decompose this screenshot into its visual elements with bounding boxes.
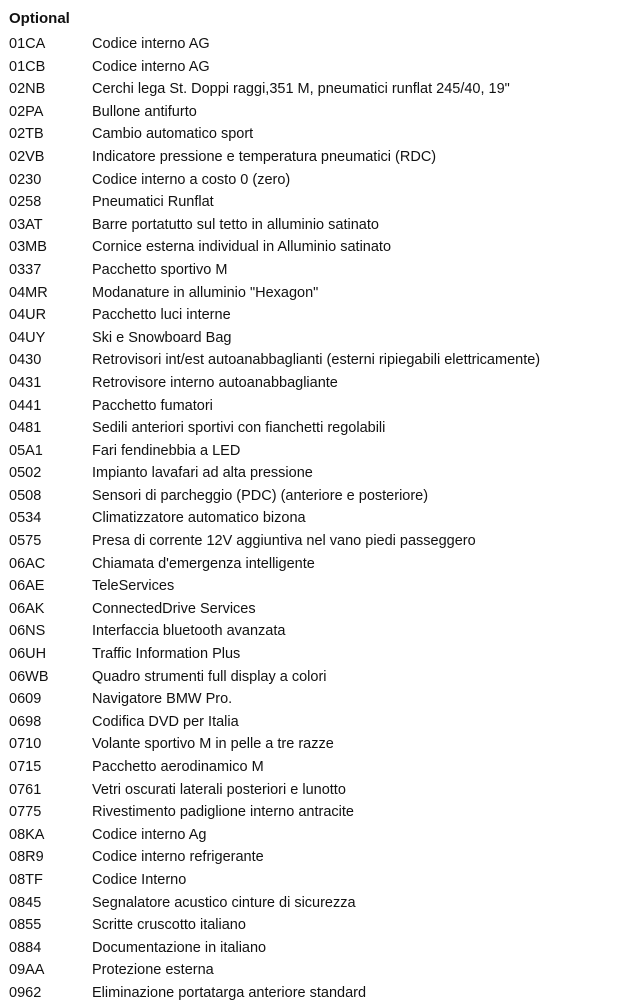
option-row bbox=[0, 666, 640, 689]
option-description: Codice interno refrigerante bbox=[92, 849, 264, 866]
option-row bbox=[0, 756, 640, 779]
option-code: 0508 bbox=[9, 487, 42, 504]
option-description: Rivestimento padiglione interno antracite bbox=[92, 804, 354, 821]
option-code: 0258 bbox=[9, 194, 42, 211]
option-row bbox=[0, 711, 640, 734]
option-code: 0710 bbox=[9, 736, 42, 753]
option-code: 02PA bbox=[9, 103, 44, 120]
option-description: Codice interno AG bbox=[92, 36, 210, 52]
option-code: 08TF bbox=[9, 871, 43, 888]
option-row bbox=[0, 372, 640, 395]
option-description: Pacchetto fumatori bbox=[92, 397, 213, 414]
option-description: Barre portatutto sul tetto in alluminio satinato bbox=[92, 216, 379, 233]
option-code: 0575 bbox=[9, 533, 42, 550]
option-description: Pneumatici Runflat bbox=[92, 194, 214, 211]
option-code: 01CB bbox=[9, 58, 46, 75]
option-description: Pacchetto sportivo M bbox=[92, 261, 228, 278]
option-code: 03MB bbox=[9, 239, 47, 256]
option-row bbox=[0, 507, 640, 530]
option-code: 01CA bbox=[9, 36, 46, 52]
option-code: 03AT bbox=[9, 216, 43, 233]
option-row bbox=[0, 395, 640, 418]
option-row bbox=[0, 349, 640, 372]
option-row bbox=[0, 78, 640, 101]
option-description: Codice interno a costo 0 (zero) bbox=[92, 171, 291, 188]
option-code: 0534 bbox=[9, 510, 42, 527]
option-code: 0441 bbox=[9, 397, 42, 414]
option-code: 0855 bbox=[9, 917, 42, 934]
option-code: 02TB bbox=[9, 126, 44, 143]
option-description: Retrovisori int/est autoanabbaglianti (esterni ripiegabili elettricamente) bbox=[92, 352, 541, 369]
option-code: 06NS bbox=[9, 623, 46, 640]
option-row bbox=[0, 553, 640, 576]
option-row bbox=[0, 56, 640, 79]
option-row bbox=[0, 101, 640, 124]
option-row bbox=[0, 485, 640, 508]
option-description: Cerchi lega St. Doppi raggi,351 M, pneumatici runflat 245/40, 19" bbox=[92, 81, 510, 98]
option-description: Scritte cruscotto italiano bbox=[92, 917, 246, 934]
option-row bbox=[0, 824, 640, 847]
option-description: TeleServices bbox=[92, 578, 175, 595]
option-code: 0431 bbox=[9, 374, 42, 391]
option-code: 0481 bbox=[9, 420, 42, 437]
option-row bbox=[0, 214, 640, 237]
page-title: Optional bbox=[9, 10, 70, 27]
option-row bbox=[0, 327, 640, 350]
option-row bbox=[0, 123, 640, 146]
option-code: 0962 bbox=[9, 984, 42, 1001]
option-code: 0761 bbox=[9, 781, 42, 798]
option-row bbox=[0, 914, 640, 937]
option-description: Retrovisore interno autoanabbagliante bbox=[92, 374, 338, 391]
option-description: Eliminazione portatarga anteriore standard bbox=[92, 984, 367, 1001]
option-code: 05A1 bbox=[9, 442, 43, 459]
option-row bbox=[0, 304, 640, 327]
option-description: Sedili anteriori sportivi con fianchetti regolabili bbox=[92, 420, 386, 437]
option-description: Quadro strumenti full display a colori bbox=[92, 668, 327, 685]
option-code: 02VB bbox=[9, 148, 45, 165]
option-row bbox=[0, 146, 640, 169]
option-description: Segnalatore acustico cinture di sicurezza bbox=[92, 894, 356, 911]
option-description: ConnectedDrive Services bbox=[92, 600, 256, 617]
option-code: 04UY bbox=[9, 329, 46, 346]
option-code: 0845 bbox=[9, 894, 42, 911]
option-description: Pacchetto luci interne bbox=[92, 307, 231, 324]
option-description: Codice Interno bbox=[92, 871, 187, 888]
option-row bbox=[0, 869, 640, 892]
option-row bbox=[0, 440, 640, 463]
option-code: 06AE bbox=[9, 578, 45, 595]
option-code: 06AK bbox=[9, 600, 45, 617]
option-description: Ski e Snowboard Bag bbox=[92, 329, 232, 346]
option-list bbox=[0, 33, 640, 1005]
option-row bbox=[0, 530, 640, 553]
option-description: Impianto lavafari ad alta pressione bbox=[92, 465, 313, 482]
option-row bbox=[0, 959, 640, 982]
option-row bbox=[0, 982, 640, 1005]
option-code: 0884 bbox=[9, 939, 42, 956]
option-code: 0337 bbox=[9, 261, 42, 278]
option-row bbox=[0, 937, 640, 960]
option-description: Codice interno AG bbox=[92, 58, 210, 75]
option-code: 08R9 bbox=[9, 849, 44, 866]
option-description: Interfaccia bluetooth avanzata bbox=[92, 623, 286, 640]
option-description: Fari fendinebbia a LED bbox=[92, 442, 241, 459]
option-code: 0698 bbox=[9, 713, 42, 730]
option-description: Vetri oscurati laterali posteriori e lunotto bbox=[92, 781, 346, 798]
option-row bbox=[0, 801, 640, 824]
option-row bbox=[0, 462, 640, 485]
option-description: Codice interno Ag bbox=[92, 826, 207, 843]
option-code: 09AA bbox=[9, 962, 45, 979]
option-code: 06WB bbox=[9, 668, 49, 685]
option-row bbox=[0, 733, 640, 756]
option-description: Chiamata d'emergenza intelligente bbox=[92, 555, 315, 572]
option-code: 02NB bbox=[9, 81, 46, 98]
option-row bbox=[0, 236, 640, 259]
option-code: 0715 bbox=[9, 759, 42, 775]
option-description: Sensori di parcheggio (PDC) (anteriore e posteriore) bbox=[92, 487, 429, 504]
option-row bbox=[0, 846, 640, 869]
option-row bbox=[0, 598, 640, 621]
option-description: Cornice esterna individual in Alluminio satinato bbox=[92, 239, 392, 256]
option-row bbox=[0, 779, 640, 802]
option-description: Modanature in alluminio "Hexagon" bbox=[92, 284, 319, 301]
option-description: Pacchetto aerodinamico M bbox=[92, 759, 264, 775]
option-description: Volante sportivo M in pelle a tre razze bbox=[92, 736, 334, 753]
option-code: 06UH bbox=[9, 646, 47, 663]
option-description: Indicatore pressione e temperatura pneumatici (RDC) bbox=[92, 148, 437, 165]
option-code: 06AC bbox=[9, 555, 46, 572]
option-description: Protezione esterna bbox=[92, 962, 214, 979]
option-code: 0775 bbox=[9, 804, 42, 821]
option-description: Traffic Information Plus bbox=[92, 646, 241, 663]
option-row bbox=[0, 282, 640, 305]
option-description: Navigatore BMW Pro. bbox=[92, 691, 233, 708]
option-row bbox=[0, 643, 640, 666]
option-description: Cambio automatico sport bbox=[92, 126, 254, 143]
option-description: Bullone antifurto bbox=[92, 103, 197, 120]
option-code: 0230 bbox=[9, 171, 42, 188]
option-description: Presa di corrente 12V aggiuntiva nel vano piedi passeggero bbox=[92, 533, 476, 550]
option-code: 0609 bbox=[9, 691, 42, 708]
option-description: Climatizzatore automatico bizona bbox=[92, 510, 306, 527]
option-row bbox=[0, 259, 640, 282]
option-row bbox=[0, 33, 640, 56]
option-row bbox=[0, 417, 640, 440]
option-code: 08KA bbox=[9, 826, 45, 843]
option-code: 04MR bbox=[9, 284, 48, 301]
option-code: 0430 bbox=[9, 352, 42, 369]
option-row bbox=[0, 575, 640, 598]
option-code: 04UR bbox=[9, 307, 47, 324]
option-row bbox=[0, 191, 640, 214]
option-description: Documentazione in italiano bbox=[92, 939, 267, 956]
option-row bbox=[0, 688, 640, 711]
option-row bbox=[0, 169, 640, 192]
option-code: 0502 bbox=[9, 465, 42, 482]
option-row bbox=[0, 620, 640, 643]
option-description: Codifica DVD per Italia bbox=[92, 713, 239, 730]
option-row bbox=[0, 892, 640, 915]
